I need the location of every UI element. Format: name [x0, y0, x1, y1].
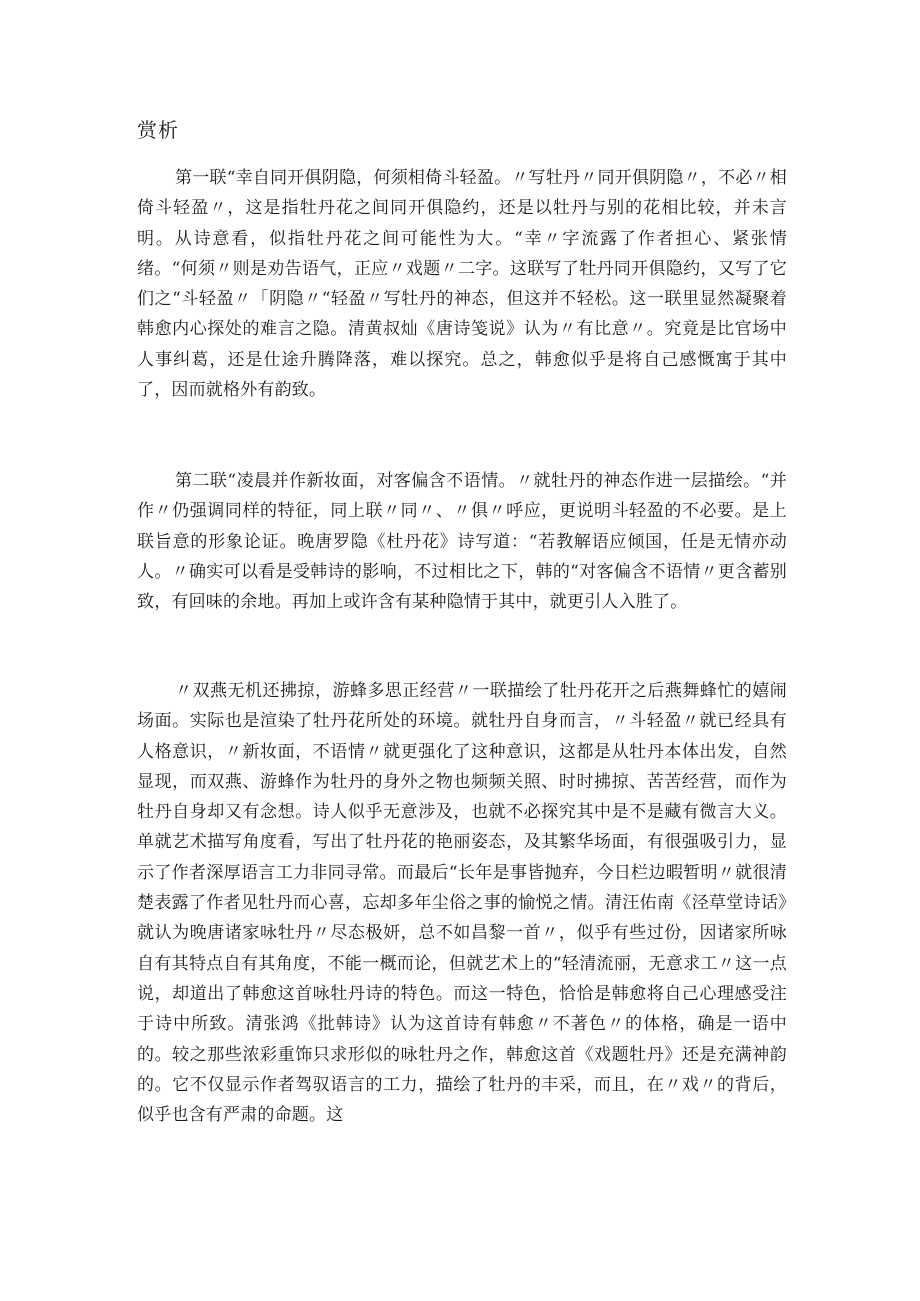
paragraph-second-couplet: 第二联“凌晨并作新妆面，对客偏含不语情。〃就牡丹的神态作进一层描绘。“并作〃仍强调同样的特征，同上联〃同〃、〃俱〃呼应，更说明斗轻盈的不必要。是上联旨意的形象论证。晚唐罗隐《杜丹花》诗写道：“若教解语应倾国，任是无情亦动人。〃确实可以看是受韩诗的影响，不过相比之下，韩的“对客偏含不语情〃更含蓄别致，有回味的余地。再加上或许含有某种隐情于其中，就更引人入胜了。 — [137, 471, 787, 613]
paragraph-third-couplet: 〃双燕无机还拂掠，游蜂多思正经营〃一联描绘了牡丹花开之后燕舞蜂忙的嬉闹场面。实际也是渲染了牡丹花所处的环境。就牡丹自身而言，〃斗轻盈〃就已经具有人格意识，〃新妆面，不语情〃就更强化了这种意识，这都是从牡丹本体出发，自然显现，而双燕、游蜂作为牡丹的身外之物也频频关照、时时拂掠、苦苦经营，而作为牡丹自身却又有念想。诗人似乎无意涉及，也就不必探究其中是不是藏有微言大义。单就艺术描写角度看，写出了牡丹花的艳丽姿态，及其繁华场面，有很强吸引力，显示了作者深厚语言工力非同寻常。而最后“长年是事皆抛弃，今日栏边暇暂明〃就很清楚表露了作者见牡丹而心喜，忘却多年尘俗之事的愉悦之情。清汪佑南《泾草堂诗话》就认为晚唐诸家咏牡丹〃尽态极妍，总不如昌黎一首〃，似乎有些过份，因诸家所咏自有其特点自有其角度，不能一概而论，但就艺术上的“轻清流丽，无意求工〃这一点说，却道出了韩愈这首咏牡丹诗的特色。而这一特色，恰恰是韩愈将自己心理感受注于诗中所致。清张鸿《批韩诗》认为这首诗有韩愈〃不著色〃的体格，确是一语中的。较之那些浓彩重饰只求形似的咏牡丹之作，韩愈这首《戏题牡丹》还是充满神韵的。它不仅显示作者驾驭语言的工力，描绘了牡丹的丰采，而且，在〃戏〃的背后，似乎也含有严肃的命题。这 — [137, 681, 787, 1126]
paragraph-first-couplet: 第一联“幸自同开俱阴隐，何须相倚斗轻盈。〃写牡丹〃同开俱阴隐〃，不必〃相倚斗轻盈〃，这是指牡丹花之间同开俱隐约，还是以牡丹与别的花相比较，并未言明。从诗意看，似指牡丹花之间可能性为大。“幸〃字流露了作者担心、紧张情绪。“何须〃则是劝告语气，正应〃戏题〃二字。这联写了牡丹同开俱隐约，又写了它们之“斗轻盈〃「阴隐〃“轻盈〃写牡丹的神态，但这并不轻松。这一联里显然凝聚着韩愈内心探处的难言之隐。清黄叔灿《唐诗笺说》认为〃有比意〃。究竟是比官场中人事纠葛，还是仕途升腾降落，难以探究。总之，韩愈似乎是将自己感慨寓于其中了，因而就格外有韵致。 — [137, 168, 787, 401]
section-heading: 赏析 — [137, 118, 179, 142]
